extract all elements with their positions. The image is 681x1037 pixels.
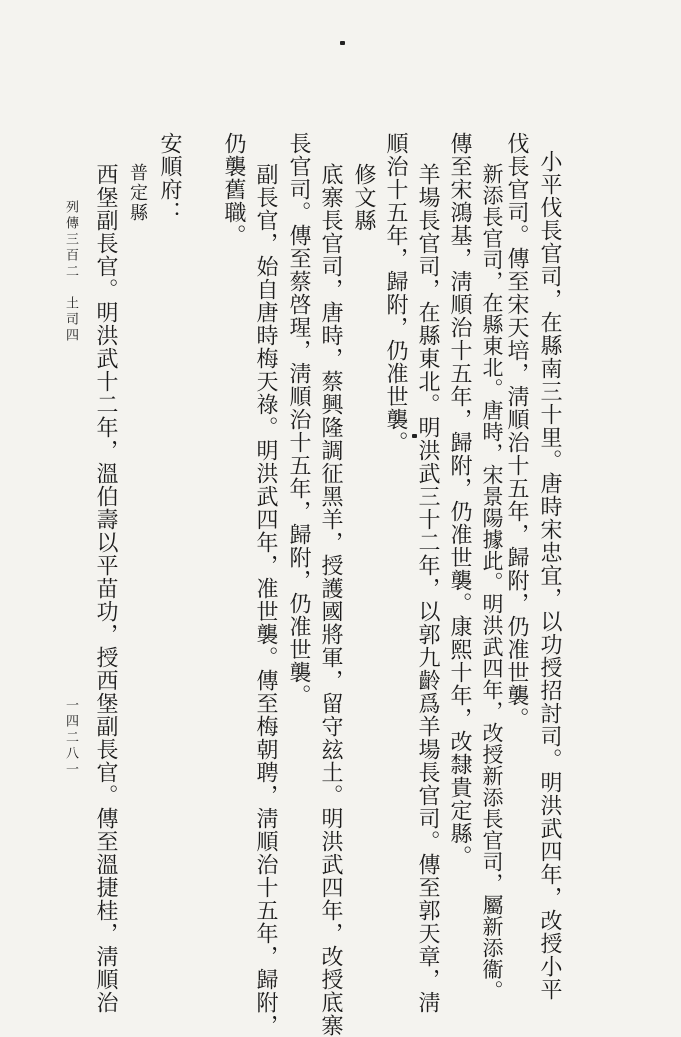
text-column-4: 傳至宋鴻基，淸順治十五年，歸附，仍准世襲。康熙十年，改隸貴定縣。 bbox=[447, 132, 472, 868]
text-column-11: 仍襲舊職。 bbox=[221, 132, 246, 247]
section-heading-anshun: 安順府： bbox=[157, 132, 182, 224]
text-column-5: 羊場長官司，在縣東北。明洪武三十二年，以郭九齡爲羊場長官司。傳至郭天章，淸 bbox=[415, 163, 440, 1014]
text-column-1: 小平伐長官司，在縣南三十里。唐時宋忠宜，以功授招討司。明洪武四年，改授小平 bbox=[537, 150, 562, 1001]
margin-header: 列傳三百二 土司四 bbox=[63, 200, 78, 344]
page-number: 一四二八一 bbox=[63, 698, 78, 778]
text-column-2: 伐長官司。傳至宋天培，淸順治十五年，歸附，仍准世襲。 bbox=[504, 132, 529, 730]
text-column-14: 西堡副長官。明洪武十二年，溫伯壽以平苗功，授西堡副長官。傳至溫捷桂，淸順治 bbox=[93, 163, 118, 1014]
text-column-10: 副長官，始自唐時梅天祿。明洪武四年，准世襲。傳至梅朝聘，淸順治十五年，歸附， bbox=[253, 163, 278, 1037]
text-column-9: 長官司。傳至蔡啓瑆，淸順治十五年，歸附，仍准世襲。 bbox=[286, 132, 311, 707]
text-column-3: 新添長官司，在縣東北。唐時，宋景陽據此。明洪武四年，改授新添長官司，屬新添衞。 bbox=[480, 163, 504, 1002]
text-column-6: 順治十五年，歸附，仍准世襲。 bbox=[383, 132, 408, 454]
section-heading-puding: 普定縣 bbox=[127, 163, 148, 223]
section-heading-xiuwen: 修文縣 bbox=[351, 163, 376, 232]
print-speck bbox=[340, 41, 345, 45]
text-column-8: 底寨長官司，唐時，蔡興隆調征黑羊，授護國將軍，留守玆土。明洪武四年，改授底寨 bbox=[318, 163, 343, 1037]
